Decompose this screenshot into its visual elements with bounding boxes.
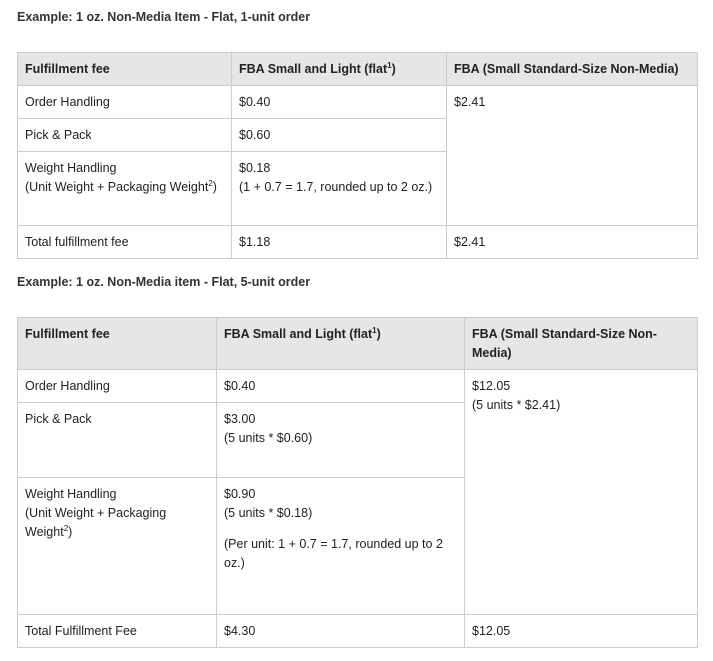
table-row bbox=[18, 370, 698, 403]
weight-handling-formula bbox=[25, 178, 224, 197]
pick-pack-small-light bbox=[217, 403, 465, 478]
weight-handling-title: Weight Handling bbox=[25, 161, 117, 175]
fee-table-1-unit bbox=[17, 52, 698, 259]
weight-handling-label bbox=[18, 152, 232, 226]
order-handling-label: Order Handling bbox=[18, 86, 232, 119]
weight-handling-formula-text: (Unit Weight + Packaging Weight bbox=[25, 506, 167, 539]
pick-pack-label: Pick & Pack bbox=[18, 119, 232, 152]
standard-fee-value: $12.05 bbox=[472, 379, 511, 393]
header-small-and-light bbox=[232, 53, 447, 86]
header-small-and-light-close: ) bbox=[376, 327, 381, 341]
weight-handling-formula bbox=[25, 506, 166, 539]
order-handling-label: Order Handling bbox=[18, 370, 217, 403]
weight-handling-formula-close: ) bbox=[212, 180, 217, 194]
table-row bbox=[18, 86, 698, 119]
pick-pack-label: Pick & Pack bbox=[18, 403, 217, 478]
weight-handling-title: Weight Handling bbox=[25, 487, 117, 501]
weight-handling-per-unit-note: (Per unit: 1 + 0.7 = 1.7, rounded up to 2 oz.) bbox=[224, 537, 443, 570]
header-small-standard: FBA (Small Standard-Size Non-Media) bbox=[465, 318, 698, 370]
header-small-and-light-close: ) bbox=[391, 62, 396, 76]
fee-table-5-unit bbox=[17, 317, 698, 648]
pick-pack-small-light: $0.60 bbox=[232, 119, 447, 152]
footnote-2-marker: 2 bbox=[208, 179, 213, 188]
standard-fee-cell bbox=[465, 370, 698, 615]
header-small-standard: FBA (Small Standard-Size Non-Media) bbox=[447, 53, 698, 86]
weight-handling-label bbox=[18, 478, 217, 615]
footnote-1-marker: 1 bbox=[387, 61, 392, 70]
weight-handling-small-light-value: $0.18 bbox=[239, 161, 271, 175]
total-small-light: $4.30 bbox=[217, 615, 465, 648]
total-standard: $12.05 bbox=[465, 615, 698, 648]
footnote-2-marker: 2 bbox=[63, 524, 69, 533]
footnote-1-marker: 1 bbox=[372, 326, 377, 335]
weight-handling-small-light bbox=[232, 152, 447, 226]
table-header-row bbox=[18, 318, 698, 370]
standard-fee-note: (5 units * $2.41) bbox=[472, 398, 561, 412]
example-1-caption: Example: 1 oz. Non-Media Item - Flat, 1-unit order bbox=[17, 10, 311, 24]
pick-pack-small-light-note: (5 units * $0.60) bbox=[224, 431, 313, 445]
weight-handling-formula-text: (Unit Weight + Packaging Weight bbox=[25, 180, 209, 194]
weight-handling-small-light bbox=[217, 478, 465, 615]
total-standard: $2.41 bbox=[447, 226, 698, 259]
weight-handling-small-light-note: (1 + 0.7 = 1.7, rounded up to 2 oz.) bbox=[239, 180, 433, 194]
standard-fee-value: $2.41 bbox=[447, 86, 698, 226]
weight-handling-formula-close: ) bbox=[68, 525, 73, 539]
total-small-light: $1.18 bbox=[232, 226, 447, 259]
example-2-caption: Example: 1 oz. Non-Media item - Flat, 5-unit order bbox=[17, 275, 311, 289]
header-small-and-light bbox=[217, 318, 465, 370]
header-fulfillment-fee: Fulfillment fee bbox=[18, 318, 217, 370]
weight-handling-small-light-note: (5 units * $0.18) bbox=[224, 506, 313, 520]
order-handling-small-light: $0.40 bbox=[232, 86, 447, 119]
total-label: Total Fulfillment Fee bbox=[18, 615, 217, 648]
spacer bbox=[224, 523, 457, 535]
header-fulfillment-fee: Fulfillment fee bbox=[18, 53, 232, 86]
header-small-and-light-text: FBA Small and Light (flat bbox=[239, 62, 388, 76]
order-handling-small-light: $0.40 bbox=[217, 370, 465, 403]
total-label: Total fulfillment fee bbox=[18, 226, 232, 259]
pick-pack-small-light-value: $3.00 bbox=[224, 412, 256, 426]
weight-handling-small-light-value: $0.90 bbox=[224, 487, 256, 501]
table-header-row bbox=[18, 53, 698, 86]
header-small-and-light-text: FBA Small and Light (flat bbox=[224, 327, 373, 341]
table-row-total bbox=[18, 226, 698, 259]
table-row-total bbox=[18, 615, 698, 648]
